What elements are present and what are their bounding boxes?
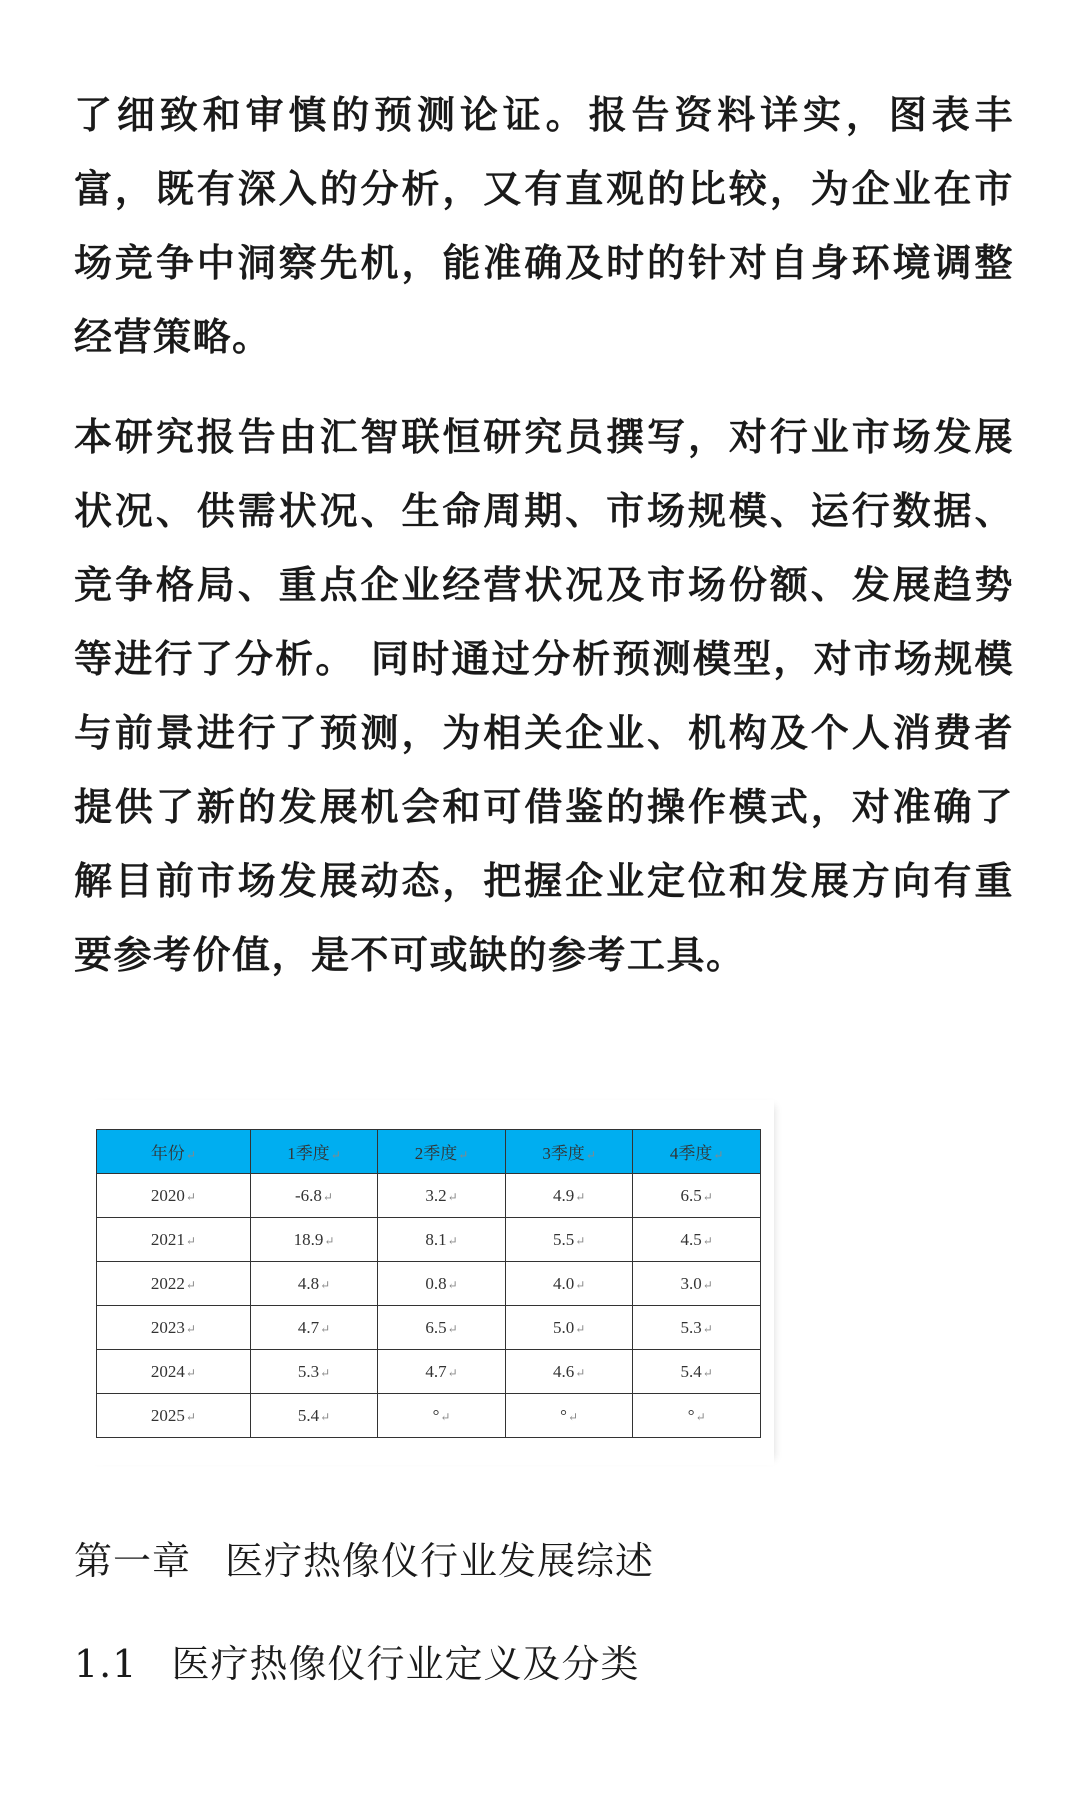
table-cell: 6.5↵ — [633, 1174, 761, 1218]
table-cell: -6.8↵ — [250, 1174, 378, 1218]
table-cell: 6.5↵ — [378, 1306, 506, 1350]
table-cell: 0.8↵ — [378, 1262, 506, 1306]
table-cell: 2020↵ — [97, 1174, 251, 1218]
table-row — [97, 1262, 761, 1306]
quarterly-data-table-image — [84, 1100, 774, 1465]
article-body — [74, 78, 1014, 992]
table-cell: 8.1↵ — [378, 1218, 506, 1262]
section-number: 1.1 — [74, 1642, 138, 1686]
section-heading — [74, 1633, 639, 1688]
table-cell: 4.8↵ — [250, 1262, 378, 1306]
table-cell: 2024↵ — [97, 1350, 251, 1394]
table-row — [97, 1218, 761, 1262]
table-cell: 5.0↵ — [505, 1306, 633, 1350]
table-cell: 5.4↵ — [250, 1394, 378, 1438]
table-cell: 4.6↵ — [505, 1350, 633, 1394]
quarterly-data-table — [96, 1129, 761, 1438]
header-cell: 2季度↵ — [378, 1130, 506, 1174]
table-cell: 3.0↵ — [633, 1262, 761, 1306]
table-cell: 4.7↵ — [250, 1306, 378, 1350]
table-cell: 2021↵ — [97, 1218, 251, 1262]
table-cell: °↵ — [378, 1394, 506, 1438]
paragraph-report-description: 本研究报告由汇智联恒研究员撰写，对行业市场发展状况、供需状况、生命周期、市场规模、运行数据、竞争格局、重点企业经营状况及市场份额、发展趋势等进行了分析。 同时通过分析预测模型，对市场规模与前景进行了预测，为相关企业、机构及个人消费者提供了新的发展机会和可借鉴的操作模式，对准确了解目前市场发展动态，把握企业定位和发展方向有重要参考价值，是不可或缺的参考工具。 — [74, 414, 1014, 977]
table-cell: 5.4↵ — [633, 1350, 761, 1394]
chapter-number: 第一章 — [74, 1539, 192, 1583]
chapter-heading — [74, 1530, 654, 1585]
chapter-title: 医疗热像仪行业发展综述 — [225, 1539, 655, 1583]
table-cell: °↵ — [505, 1394, 633, 1438]
table-cell: 4.9↵ — [505, 1174, 633, 1218]
table-cell: 5.3↵ — [633, 1306, 761, 1350]
table-row — [97, 1174, 761, 1218]
table-cell: 3.2↵ — [378, 1174, 506, 1218]
section-title: 医疗热像仪行业定义及分类 — [171, 1642, 640, 1686]
table-row — [97, 1350, 761, 1394]
header-cell: 1季度↵ — [250, 1130, 378, 1174]
header-cell: 3季度↵ — [505, 1130, 633, 1174]
table-cell: 2023↵ — [97, 1306, 251, 1350]
table-cell: 2022↵ — [97, 1262, 251, 1306]
table-cell: 5.3↵ — [250, 1350, 378, 1394]
header-cell: 4季度↵ — [633, 1130, 761, 1174]
table-cell: 5.5↵ — [505, 1218, 633, 1262]
table-row — [97, 1394, 761, 1438]
table-cell: 4.0↵ — [505, 1262, 633, 1306]
table-header-row — [97, 1130, 761, 1174]
table-cell: 2025↵ — [97, 1394, 251, 1438]
table-cell: 4.7↵ — [378, 1350, 506, 1394]
paragraph-intro-tail: 了细致和审慎的预测论证。报告资料详实，图表丰富，既有深入的分析，又有直观的比较，为企业在市场竞争中洞察先机，能准确及时的针对自身环境调整经营策略。 — [74, 92, 1014, 359]
header-cell: 年份↵ — [97, 1130, 251, 1174]
table-cell: 18.9↵ — [250, 1218, 378, 1262]
table-cell: 4.5↵ — [633, 1218, 761, 1262]
table-cell: °↵ — [633, 1394, 761, 1438]
table-row — [97, 1306, 761, 1350]
